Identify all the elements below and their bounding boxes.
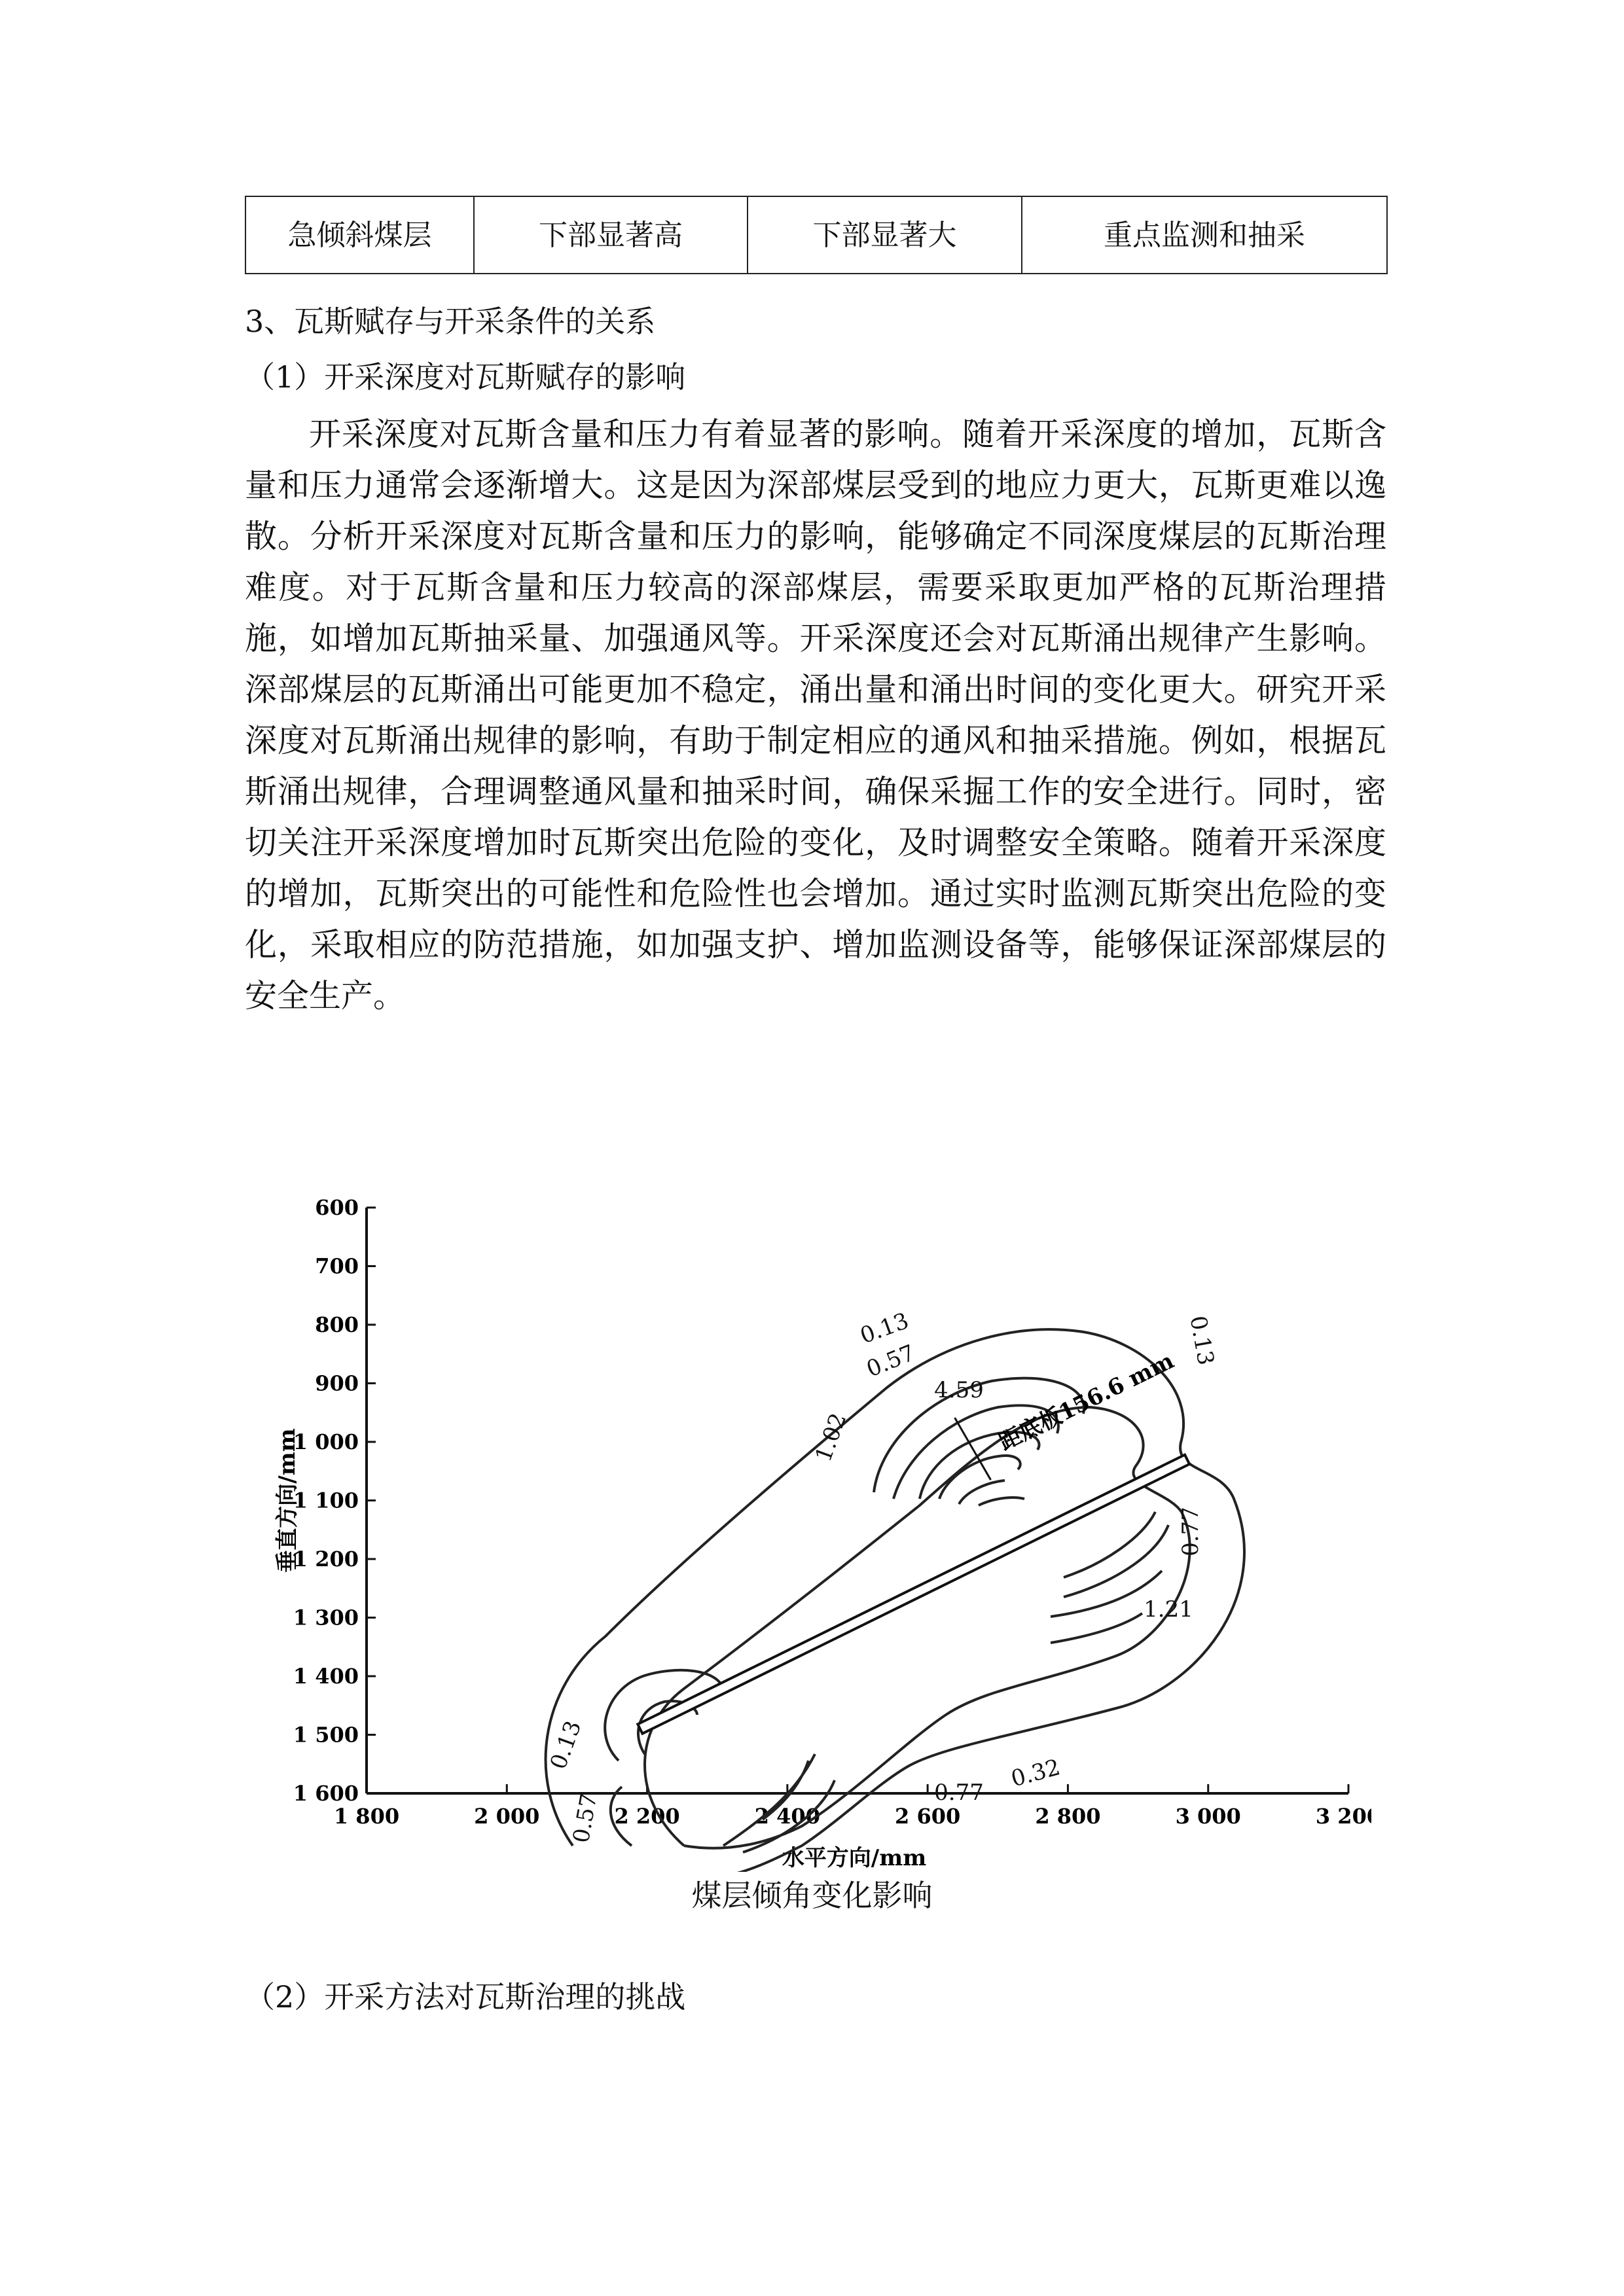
- section-heading: 3、瓦斯赋存与开采条件的关系: [245, 304, 656, 339]
- x-tick-label: 2 600: [895, 1804, 961, 1829]
- subsection-heading-1: （1）开采深度对瓦斯赋存的影响: [245, 359, 686, 395]
- x-tick-label: 1 800: [333, 1804, 400, 1829]
- contour-label: 0.13: [856, 1307, 912, 1350]
- table-row: [245, 196, 1387, 274]
- x-tick-label: 3 20: [1315, 1804, 1367, 1829]
- x-tick-label: 2 000: [474, 1804, 540, 1829]
- y-tick-label: 1 300: [293, 1605, 359, 1630]
- figure-caption: 煤层倾角变化影响: [691, 1878, 933, 1913]
- contour-line: [1064, 1512, 1155, 1577]
- contour-label: 1.21: [1144, 1596, 1193, 1623]
- contour-label: 0.13: [1184, 1314, 1219, 1367]
- x-tick-label: 2 200: [614, 1804, 680, 1829]
- x-axis-label: 水平方向/mm: [782, 1845, 927, 1871]
- table-cell: 下部显著高: [474, 196, 748, 274]
- contour-label: 0.57: [863, 1340, 919, 1383]
- contour-label: 4.59: [934, 1377, 984, 1403]
- contour-label: 0.77: [934, 1780, 984, 1806]
- y-tick-label: 600: [315, 1195, 359, 1220]
- table-cell: 重点监测和抽采: [1022, 196, 1387, 274]
- x-tick-label: 2 800: [1035, 1804, 1101, 1829]
- seam-table: [245, 196, 1386, 274]
- contour-figure: [265, 1191, 1371, 1872]
- y-tick-label: 1 600: [293, 1781, 359, 1806]
- body-paragraph: 开采深度对瓦斯含量和压力有着显著的影响。随着开采深度的增加，瓦斯含量和压力通常会逐渐增大。这是因为深部煤层受到的地应力更大，瓦斯更难以逸散。分析开采深度对瓦斯含量和压力的影响，能够确定不同深度煤层的瓦斯治理难度。对于瓦斯含量和压力较高的深部煤层，需要采取更加严格的瓦斯治理措施，如增加瓦斯抽采量、加强通风等。开采深度还会对瓦斯涌出规律产生影响。深部煤层的瓦斯涌出可能更加不稳定，涌出量和涌出时间的变化更大。研究开采深度对瓦斯涌出规律的影响，有助于制定相应的通风和抽采措施。例如，根据瓦斯涌出规律，合理调整通风量和抽采时间，确保采掘工作的安全进行。同时，密切关注开采深度增加时瓦斯突出危险的变化，及时调整安全策略。随着开采深度的增加，瓦斯突出的可能性和危险性也会增加。通过实时监测瓦斯突出危险的变化，采取相应的防范措施，如加强支护、增加监测设备等，能够保证深部煤层的安全生产。: [245, 416, 1386, 1014]
- distance-annotation: 距底板156.6 mm: [994, 1348, 1178, 1456]
- y-axis-label: 垂直方向/mm: [274, 1428, 300, 1573]
- y-tick-label: 800: [315, 1312, 359, 1337]
- contour-label: 0.32: [1008, 1754, 1063, 1793]
- table-cell: 急倾斜煤层: [245, 196, 474, 274]
- contour-chart: [265, 1191, 1371, 1872]
- y-tick-label: 700: [315, 1253, 359, 1279]
- table-cell: 下部显著大: [748, 196, 1022, 274]
- contour-line: [645, 1407, 1190, 1848]
- x-tick-label: 3 000: [1175, 1804, 1241, 1829]
- subsection-heading-2: （2）开采方法对瓦斯治理的挑战: [245, 1979, 686, 2015]
- contour-label: 0.77: [1178, 1507, 1204, 1556]
- contour-line: [1064, 1525, 1168, 1597]
- y-tick-label: 1 500: [293, 1722, 359, 1748]
- y-tick-label: 1 100: [293, 1488, 359, 1513]
- contour-line: [723, 1754, 815, 1846]
- y-tick-label: 900: [315, 1371, 359, 1396]
- contour-line: [959, 1480, 1005, 1504]
- contour-line: [1051, 1613, 1142, 1643]
- contour-line: [979, 1498, 1024, 1505]
- y-tick-label: 1 000: [293, 1429, 359, 1454]
- coal-floor-plate: [638, 1455, 1189, 1734]
- contour-label: 0.57: [568, 1791, 603, 1845]
- y-tick-label: 1 200: [293, 1547, 359, 1571]
- contour-label: 1.02: [810, 1409, 852, 1465]
- y-tick-label: 1 400: [293, 1664, 359, 1689]
- x-tick-label: 2 400: [754, 1804, 820, 1829]
- contour-label: 0.13: [545, 1717, 587, 1773]
